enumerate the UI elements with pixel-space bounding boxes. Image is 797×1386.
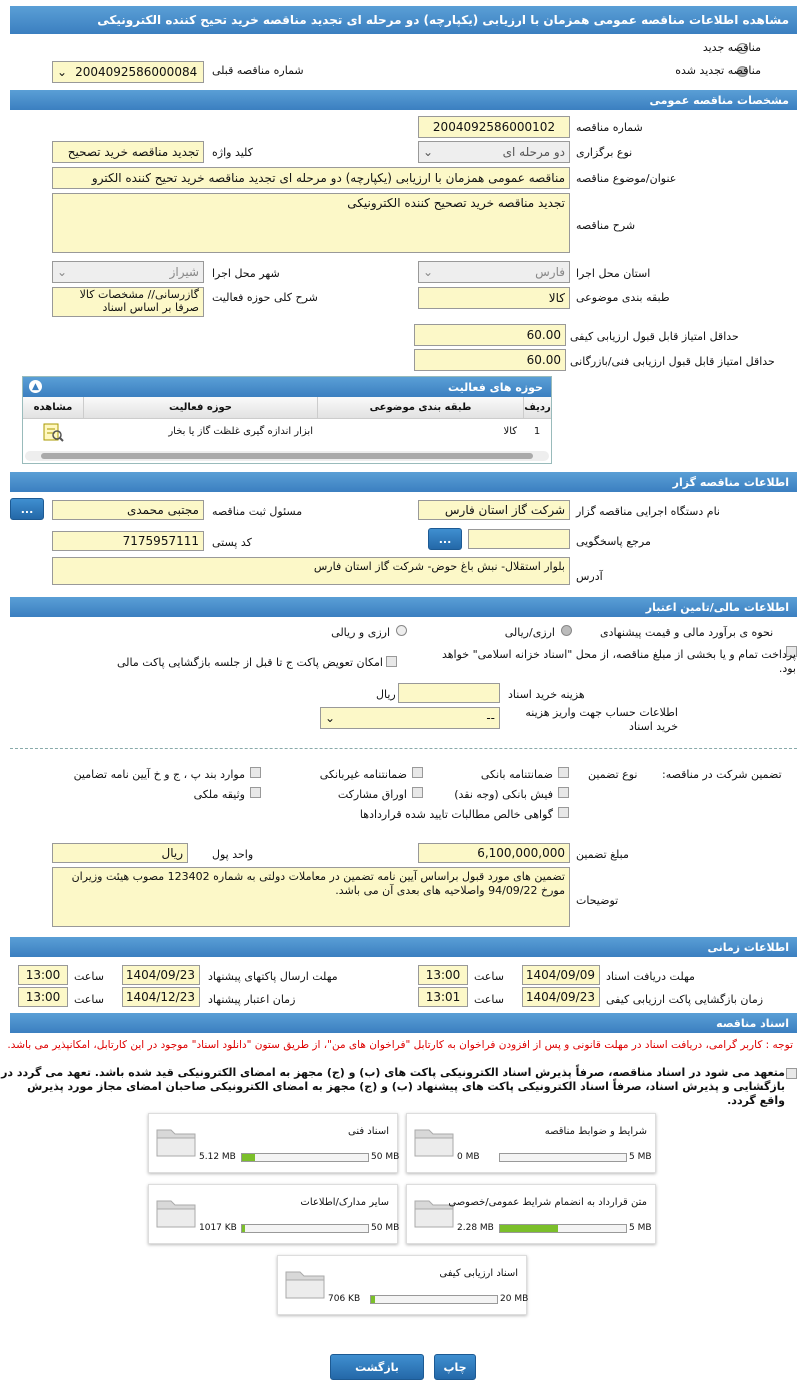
view-icon[interactable] [42,422,64,442]
file-name: شرایط و ضوابط مناقصه [544,1126,647,1137]
back-button[interactable]: بازگشت [330,1354,424,1380]
property-checkbox[interactable] [250,787,261,798]
chevron-down-icon: ⌄ [57,65,68,79]
timing-header: اطلاعات زمانی [10,937,797,957]
doc-recv-time-label: ساعت [474,970,504,983]
send-time: 13:00 [18,965,68,985]
file-progress [370,1295,498,1304]
valid-time: 13:00 [18,987,68,1007]
send-time-label: ساعت [74,970,104,983]
keyword-label: کلید واژه [212,146,253,159]
bonds-checkbox[interactable] [412,787,423,798]
claims-checkbox[interactable] [558,807,569,818]
guarantee-label: تضمین شرکت در مناقصه: [662,768,782,781]
reg-field: مجتبی محمدی [52,500,204,520]
cell-field: ابزار اندازه گیری غلظت گاز یا بخار [168,426,313,437]
chevron-down-icon: ⌄ [423,265,434,279]
col-view: مشاهده [33,402,73,413]
claims-label: گواهی خالص مطالبات تایید شده قراردادها [359,808,553,821]
currency-field: ریال [52,843,188,863]
send-label: مهلت ارسال پاکتهای پیشنهاد [208,970,338,983]
renewed-tender-label: مناقصه تجدید شده [675,64,761,77]
file-name: اسناد ارزیابی کیفی [439,1268,518,1279]
clause-label: موارد بند پ ، ج و خ آیین نامه تضامین [73,768,245,781]
folder-icon [155,1124,197,1158]
category-label: طبقه بندی موضوعی [576,291,670,304]
valid-date: 1404/12/23 [122,987,200,1007]
cell-row: 1 [533,426,541,437]
min-tech-label: حداقل امتیاز قابل قبول ارزیابی فنی/بازرگانی [570,355,775,368]
fee-label: هزینه خرید اسناد [508,688,585,701]
file-name: متن قرارداد به انضمام شرایط عمومی/خصوصی [448,1197,647,1208]
activities-header: حوزه های فعالیت [448,380,543,394]
desc-field: تجدید مناقصه خرید تصحیح کننده الکترونیکی [52,193,570,253]
chevron-down-icon: ⌄ [423,145,434,159]
file-card[interactable] [148,1113,398,1173]
file-size: 5.12 MB [199,1152,236,1162]
file-card[interactable] [406,1113,656,1173]
valid-time-label: ساعت [74,993,104,1006]
payment-label: پرداخت تمام و یا بخشی از مبلغ مناقصه، از محل "اسناد خزانه اسلامی" خواهد بود. [441,648,796,675]
open-label: زمان بازگشایی پاکت ارزیابی کیفی [606,993,764,1006]
amount-field: 6,100,000,000 [418,843,570,863]
guarantee-type-label: نوع تضمین [588,768,638,781]
number-field: 2004092586000102 [418,116,570,138]
cash-label: فیش بانکی (وجه نقد) [454,788,553,801]
type-label: نوع برگزاری [576,146,633,159]
swap-label: امکان تعویض پاکت ج تا قبل از جلسه بازگشایی پاکت مالی [117,656,383,669]
bank-guarantee-label: ضمانتنامه بانکی [480,768,553,781]
file-progress [241,1153,369,1162]
estimate-opt1: ارزی/ریالی [504,626,555,639]
ref-label: مرجع پاسخگویی [576,535,651,548]
cell-category: کالا [503,426,517,437]
file-name: سایر مدارک/اطلاعات [300,1197,389,1208]
notes-label: توضیحات [576,894,619,907]
collapse-icon[interactable]: ▲ [29,380,42,393]
col-row: ردیف [523,397,551,418]
file-size: 0 MB [457,1152,480,1162]
activities-panel [22,376,552,464]
account-label: اطلاعات حساب جهت واریز هزینه خرید اسناد [525,706,678,733]
divider [10,748,797,749]
open-time: 13:01 [418,987,468,1007]
file-max: 50 MB [371,1223,400,1233]
type-value: دو مرحله ای [502,145,565,159]
nonbank-guarantee-label: ضمانتنامه غیربانکی [319,768,407,781]
open-date: 1404/09/23 [522,987,600,1007]
address-label: آدرس [576,570,603,583]
documents-header: اسناد مناقصه [10,1013,797,1033]
finance-header: اطلاعات مالی/تامین اعتبار [10,597,797,617]
send-date: 1404/09/23 [122,965,200,985]
subject-field: مناقصه عمومی همزمان با ارزیابی (یکپارچه) دو مرحله ای تجدید مناقصه خرید تحیح کننده الکترو [52,167,570,189]
province-select[interactable] [418,261,570,283]
currency-label: واحد پول [212,848,254,861]
ref-field [468,529,570,549]
fee-field [398,683,500,703]
account-select[interactable] [320,707,500,729]
cash-checkbox[interactable] [558,787,569,798]
reg-select-button[interactable]: ... [10,498,44,520]
horizontal-scrollbar[interactable] [25,451,549,461]
number-label: شماره مناقصه [576,121,643,134]
city-value: شیراز [169,265,199,279]
file-progress [499,1224,627,1233]
organizer-header: اطلاعات مناقصه گزار [10,472,797,492]
folder-icon [284,1266,326,1300]
bonds-label: اوراق مشارکت [337,788,407,801]
file-max: 5 MB [629,1152,652,1162]
chevron-down-icon: ⌄ [57,265,68,279]
new-tender-label: مناقصه جدید [702,41,761,54]
org-label: نام دستگاه اجرایی مناقصه گزار [576,505,720,518]
estimate-label: نحوه ی برآورد مالی و قیمت پیشنهادی [600,626,774,639]
swap-checkbox[interactable] [386,656,397,667]
folder-icon [155,1195,197,1229]
fee-unit: ریال [376,688,396,701]
city-label: شهر محل اجرا [212,267,280,280]
folder-icon [413,1124,455,1158]
col-category: طبقه بندی موضوعی [317,397,523,418]
table-row [23,419,551,445]
province-value: فارس [535,265,565,279]
file-size: 706 KB [328,1294,361,1304]
min-quality-field: 60.00 [414,324,566,346]
valid-label: زمان اعتبار پیشنهاد [208,993,296,1006]
amount-label: مبلغ تضمین [576,848,629,861]
min-quality-label: حداقل امتیاز قابل قبول ارزیابی کیفی [570,330,739,343]
doc-recv-time: 13:00 [418,965,468,985]
doc-recv-date: 1404/09/09 [522,965,600,985]
chevron-down-icon: ⌄ [325,711,336,725]
estimate-opt2: ارزی و ریالی [331,626,390,639]
file-max: 50 MB [371,1152,400,1162]
prev-number-select[interactable] [52,61,204,83]
file-progress [499,1153,627,1162]
category-field: کالا [418,287,570,309]
estimate-both-radio[interactable] [396,625,407,636]
estimate-rial-radio[interactable] [561,625,572,636]
print-button[interactable]: چاپ [434,1354,476,1380]
property-label: وثیقه ملکی [193,788,245,801]
col-field: حوزه فعالیت [83,397,317,418]
postal-label: کد پستی [212,536,252,549]
file-card[interactable] [277,1255,527,1315]
bank-guarantee-checkbox[interactable] [558,767,569,778]
address-field: بلوار استقلال- نبش باغ حوض- شرکت گاز استان فارس [52,557,570,585]
account-value: -- [486,711,495,725]
file-name: اسناد فنی [348,1126,389,1137]
subject-label: عنوان/موضوع مناقصه [576,172,677,185]
open-time-label: ساعت [474,993,504,1006]
prev-number-value: 2004092586000084 [75,65,198,79]
org-field: شرکت گاز استان فارس [418,500,570,520]
pledge-text: متعهد می شود در اسناد مناقصه، صرفاً پذیرش اسناد الکترونیکی پاکت های (ب) و (ج) مجهز به امضای الکترونیکی قید شده باشد. تعهد می گردد در بازگشایی و پذیرش اسناد، صرفاً اسناد الکترونیکی پاکت های پیشنهاد (ب) و (ج) مجهز به امضای الکترونیکی صاحبان امضای مجاز مورد پذیرش واقع گردد. [1,1066,785,1107]
general-header: مشخصات مناقصه عمومی [10,90,797,110]
ref-select-button[interactable]: ... [428,528,462,550]
reg-label: مسئول ثبت مناقصه [212,505,303,518]
notes-field: تضمین های مورد قبول براساس آیین نامه تضمین در معاملات دولتی به شماره 123402 مصوب هیئت وزیران مورخ 94/09/22 واصلاحیه های بعدی آن می باشد. [52,867,570,927]
postal-field: 7175957111 [52,531,204,551]
page-title: مشاهده اطلاعات مناقصه عمومی همزمان با ارزیابی (یکپارچه) دو مرحله ای تجدید مناقصه خرید تحیح کننده الکترونیکی [10,6,797,34]
file-card[interactable] [148,1184,398,1244]
file-size: 2.28 MB [457,1223,494,1233]
clause-checkbox[interactable] [250,767,261,778]
keyword-field: تجدید مناقصه خرید تصحیح [52,141,204,163]
activity-label: شرح کلی حوزه فعالیت [212,291,318,304]
file-size: 1017 KB [199,1223,237,1233]
min-tech-field: 60.00 [414,349,566,371]
documents-note: توجه : کاربر گرامی، دریافت اسناد در مهلت قانونی و پس از افزودن فراخوان به کارتابل "فراخوان های من"، از طریق ستون "دانلود اسناد" موجود در این کارتابل، امکانپذیر می باشد. [7,1039,793,1051]
file-card[interactable] [406,1184,656,1244]
activity-field: گازرسانی// مشخصات کالا صرفا بر اساس اسناد [52,287,204,317]
desc-label: شرح مناقصه [576,219,636,232]
city-select[interactable] [52,261,204,283]
file-progress [241,1224,369,1233]
province-label: استان محل اجرا [576,267,651,280]
type-select[interactable] [418,141,570,163]
doc-recv-label: مهلت دریافت اسناد [606,970,695,983]
prev-number-label: شماره مناقصه قبلی [212,64,304,77]
file-max: 5 MB [629,1223,652,1233]
pledge-checkbox[interactable] [786,1068,797,1079]
file-max: 20 MB [500,1294,529,1304]
nonbank-guarantee-checkbox[interactable] [412,767,423,778]
